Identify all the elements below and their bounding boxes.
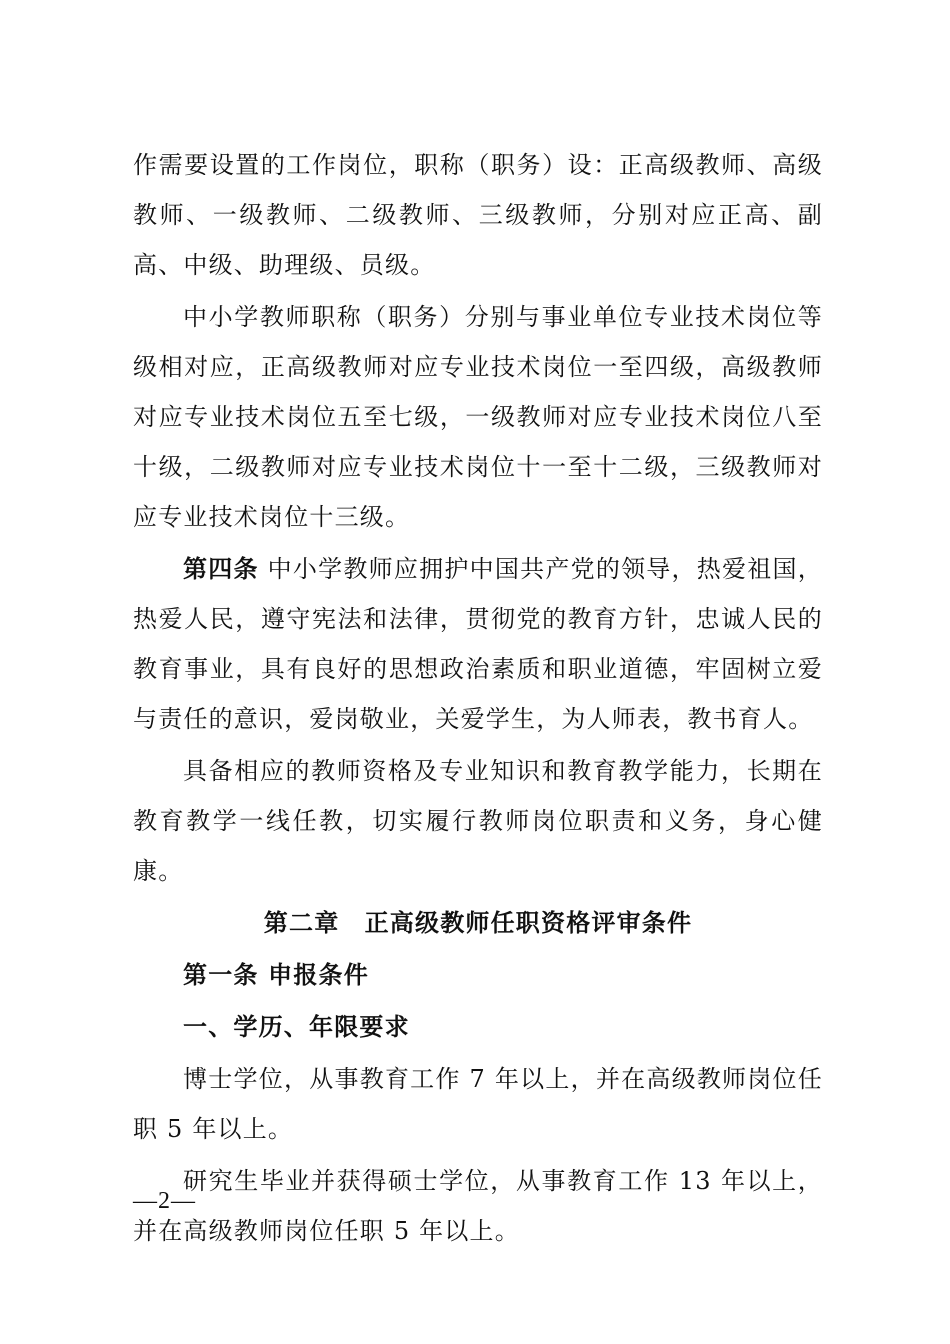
chapter-title: 第二章 正高级教师任职资格评审条件 [263, 909, 693, 937]
paragraph-qualifications [133, 746, 823, 896]
paragraph-masters [133, 1156, 823, 1256]
paragraph-title-levels [133, 292, 823, 542]
paragraph-text: 作需要设置的工作岗位，职称（职务）设：正高级教师、高级教师、一级教师、二级教师、三级教师，分别对应正高、副高、中级、助理级、员级。 [133, 151, 823, 279]
document-body [133, 140, 823, 1258]
article-heading: 第一条 申报条件 [183, 961, 369, 989]
paragraph-continuation [133, 140, 823, 290]
paragraph-text: 博士学位，从事教育工作 7 年以上，并在高级教师岗位任职 5 年以上。 [133, 1065, 823, 1143]
paragraph-text: 研究生毕业并获得硕士学位，从事教育工作 13 年以上，并在高级教师岗位任职 5 年以上。 [133, 1167, 823, 1245]
paragraph-text: 具备相应的教师资格及专业知识和教育教学能力，长期在教育教学一线任教，切实履行教师岗位职责和义务，身心健康。 [133, 757, 823, 885]
paragraph-text: 中小学教师应拥护中国共产党的领导，热爱祖国，热爱人民，遵守宪法和法律，贯彻党的教育方针，忠诚人民的教育事业，具有良好的思想政治素质和职业道德，牢固树立爱与责任的意识，爱岗敬业，关爱学生，为人师表，教书育人。 [133, 555, 823, 733]
section-heading: 一、学历、年限要求 [183, 1013, 410, 1041]
article-label: 第四条 [183, 555, 259, 583]
paragraph-doctorate [133, 1054, 823, 1154]
paragraph-article-four [133, 544, 823, 744]
page-number: —2— [133, 1188, 196, 1214]
paragraph-text: 中小学教师职称（职务）分别与事业单位专业技术岗位等级相对应，正高级教师对应专业技术岗位一至四级，高级教师对应专业技术岗位五至七级，一级教师对应专业技术岗位八至十级，二级教师对应专业技术岗位十一至十二级，三级教师对应专业技术岗位十三级。 [133, 303, 823, 531]
